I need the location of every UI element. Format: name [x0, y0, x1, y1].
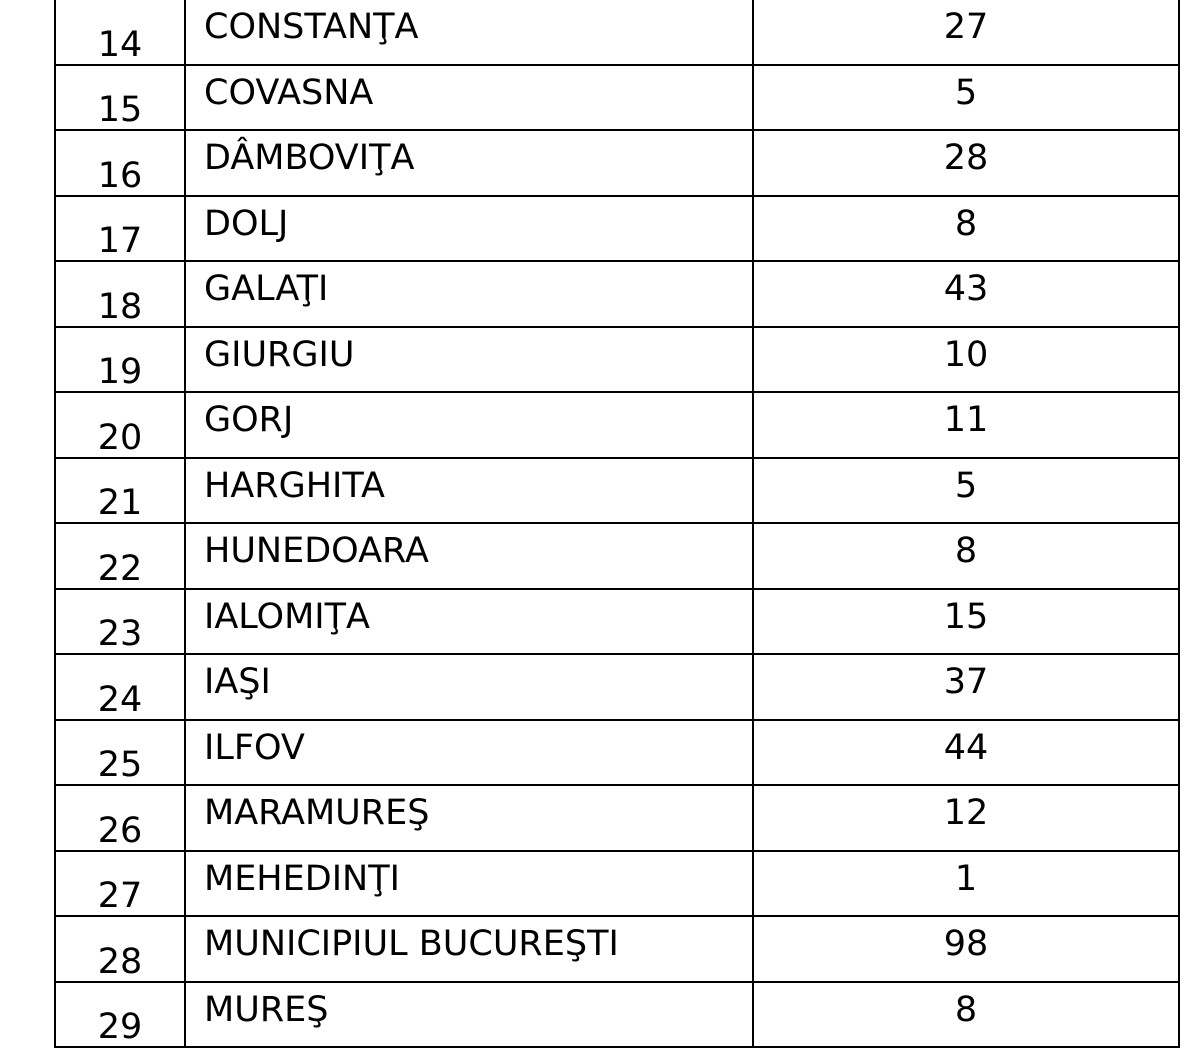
row-number-cell: 26 [55, 785, 185, 851]
table-row [55, 327, 1179, 393]
count-cell: 5 [753, 458, 1179, 524]
table-row [55, 654, 1179, 720]
count-cell: 8 [753, 196, 1179, 262]
table-row [55, 0, 1179, 65]
row-number-cell: 17 [55, 196, 185, 262]
table-row [55, 196, 1179, 262]
table-row [55, 720, 1179, 786]
table-body [55, 0, 1179, 1047]
row-number-cell: 18 [55, 261, 185, 327]
county-name-cell: GALAŢI [185, 261, 753, 327]
county-name-cell: MEHEDINŢI [185, 851, 753, 917]
table-row [55, 982, 1179, 1048]
county-name-cell: MUREŞ [185, 982, 753, 1048]
table-row [55, 65, 1179, 131]
table-row [55, 589, 1179, 655]
count-cell: 12 [753, 785, 1179, 851]
row-number-cell: 20 [55, 392, 185, 458]
county-name-cell: DÂMBOVIŢA [185, 130, 753, 196]
row-number-cell: 22 [55, 523, 185, 589]
row-number-cell: 27 [55, 851, 185, 917]
table-row [55, 392, 1179, 458]
row-number-cell: 24 [55, 654, 185, 720]
county-name-cell: HARGHITA [185, 458, 753, 524]
count-cell: 1 [753, 851, 1179, 917]
table-row [55, 916, 1179, 982]
county-name-cell: GIURGIU [185, 327, 753, 393]
count-cell: 27 [753, 0, 1179, 65]
count-cell: 11 [753, 392, 1179, 458]
table-row [55, 261, 1179, 327]
count-cell: 15 [753, 589, 1179, 655]
county-name-cell: IAŞI [185, 654, 753, 720]
county-name-cell: GORJ [185, 392, 753, 458]
row-number-cell: 28 [55, 916, 185, 982]
table-row [55, 523, 1179, 589]
county-name-cell: DOLJ [185, 196, 753, 262]
county-name-cell: MUNICIPIUL BUCUREŞTI [185, 916, 753, 982]
count-cell: 28 [753, 130, 1179, 196]
county-table [54, 0, 1180, 1048]
row-number-cell: 21 [55, 458, 185, 524]
count-cell: 5 [753, 65, 1179, 131]
county-name-cell: COVASNA [185, 65, 753, 131]
row-number-cell: 15 [55, 65, 185, 131]
data-table-wrapper [54, 0, 1180, 1047]
county-name-cell: MARAMUREŞ [185, 785, 753, 851]
table-row [55, 458, 1179, 524]
county-name-cell: CONSTANŢA [185, 0, 753, 65]
count-cell: 98 [753, 916, 1179, 982]
row-number-cell: 14 [55, 0, 185, 65]
row-number-cell: 23 [55, 589, 185, 655]
table-row [55, 785, 1179, 851]
count-cell: 8 [753, 982, 1179, 1048]
row-number-cell: 19 [55, 327, 185, 393]
count-cell: 44 [753, 720, 1179, 786]
count-cell: 8 [753, 523, 1179, 589]
county-name-cell: HUNEDOARA [185, 523, 753, 589]
table-row [55, 851, 1179, 917]
count-cell: 37 [753, 654, 1179, 720]
count-cell: 10 [753, 327, 1179, 393]
row-number-cell: 25 [55, 720, 185, 786]
county-name-cell: IALOMIŢA [185, 589, 753, 655]
row-number-cell: 16 [55, 130, 185, 196]
row-number-cell: 29 [55, 982, 185, 1048]
county-name-cell: ILFOV [185, 720, 753, 786]
count-cell: 43 [753, 261, 1179, 327]
table-row [55, 130, 1179, 196]
